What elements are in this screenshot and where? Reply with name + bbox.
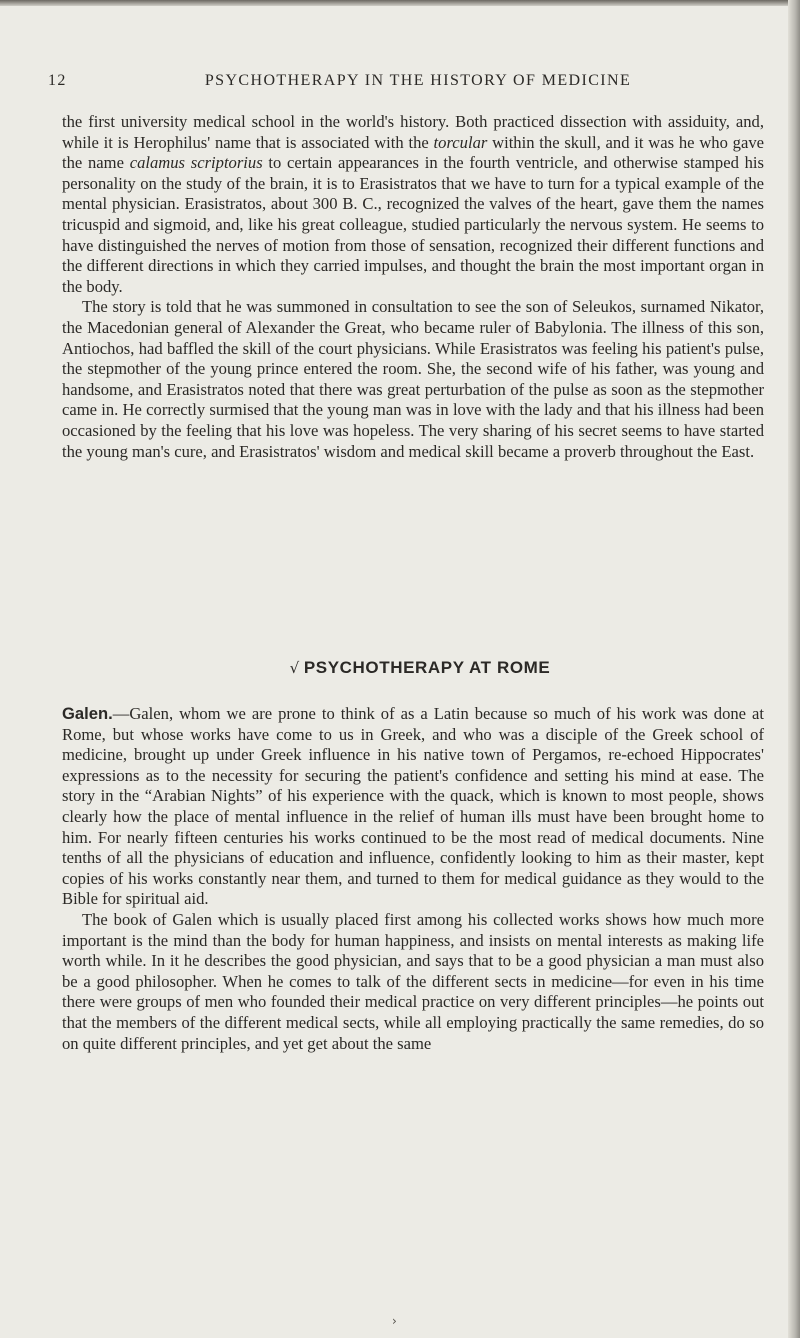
footer-mark: › [392,1314,397,1328]
text-block-upper [62,112,764,462]
paragraph-galen-book: The book of Galen which is usually placed first among his collected works shows how much more important is the mind than the body for human happiness, and insists on mental interests as making life worth while. In it he describes the good physician, and says that to be a good physician a man must also be a good philosopher. When he comes to talk of the different sects in medicine—for even in his time there were groups of men who founded their medical practice on very different principles—he points out that the members of the different medical sects, while all employing practically the same remedies, do so on quite different principles, and yet get about the same [62,909,764,1053]
page-number: 12 [48,72,67,89]
page-binding-edge [788,0,800,1338]
paragraph-erasistratos: the first university medical school in the world's history. Both practiced dissection with assiduity, and, while it is Herophilus' name that is associated with the torcular within the skull, and it was he who gave the name calamus scriptorius to certain appearances in the fourth ventricle, and otherwise stamped his personality on the study of the brain, it is to Erasistratos that we have to turn for a typical example of the mental physician. Erasistratos, about 300 B. C., recognized the valves of the heart, gave them the names tricuspid and sigmoid, and, like his great colleague, studied particularly the nervous system. He seems to have distinguished the nerves of motion from those of sensation, recognized their different functions and the different directions in which they carried impulses, and thought the brain the most important organ in the body. [62,112,764,296]
check-mark-icon: √ [289,659,300,677]
page-top-edge [0,0,800,6]
section-title: PSYCHOTHERAPY AT ROME [303,658,551,677]
paragraph-galen: Galen.—Galen, whom we are prone to think of as a Latin because so much of his work was done at Rome, but whose works have come to us in Greek, and who was a disciple of the Greek school of medicine, brought up under Greek influence in his native town of Pergamos, re-echoed Hippocrates' expressions as to the necessity for securing the patient's confidence and setting his mind at ease. The story in the “Arabian Nights” of his experience with the quack, which is known to most people, shows clearly how the place of mental influence in the relief of human ills must have been brought home to him. For nearly fifteen centuries his works continued to be the most read of medical documents. Nine tenths of all the physicians of education and influence, confidently looking to him as their master, kept copies of his works constantly near them, and turned to them for medical guidance as they would to the Bible for spiritual aid. [62,704,764,909]
run-in-heading: Galen. [62,704,113,723]
term-calamus-scriptorius: calamus scriptorius [129,153,263,173]
section-heading [60,658,780,678]
term-torcular: torcular [433,132,488,152]
paragraph-seleukos-story: The story is told that he was summoned in consultation to see the son of Seleukos, surnamed Nikator, the Macedonian general of Alexander the Great, who became ruler of Babylonia. The illness of this son, Antiochos, had baffled the skill of the court physicians. While Erasistratos was feeling his patient's pulse, the stepmother of the young prince entered the room. She, the second wife of his father, was young and handsome, and Erasistratos noted that there was great perturbation of the pulse as soon as the stepmother came in. He correctly surmised that the young man was in love with the lady and that his illness had been occasioned by the feeling that his love was hopeless. The very sharing of his secret seems to have started the young man's cure, and Erasistratos' wisdom and medical skill became a proverb throughout the East. [62,297,764,461]
running-header [48,72,768,96]
text-block-lower [62,704,764,1054]
running-title: PSYCHOTHERAPY IN THE HISTORY OF MEDICINE [204,72,632,89]
